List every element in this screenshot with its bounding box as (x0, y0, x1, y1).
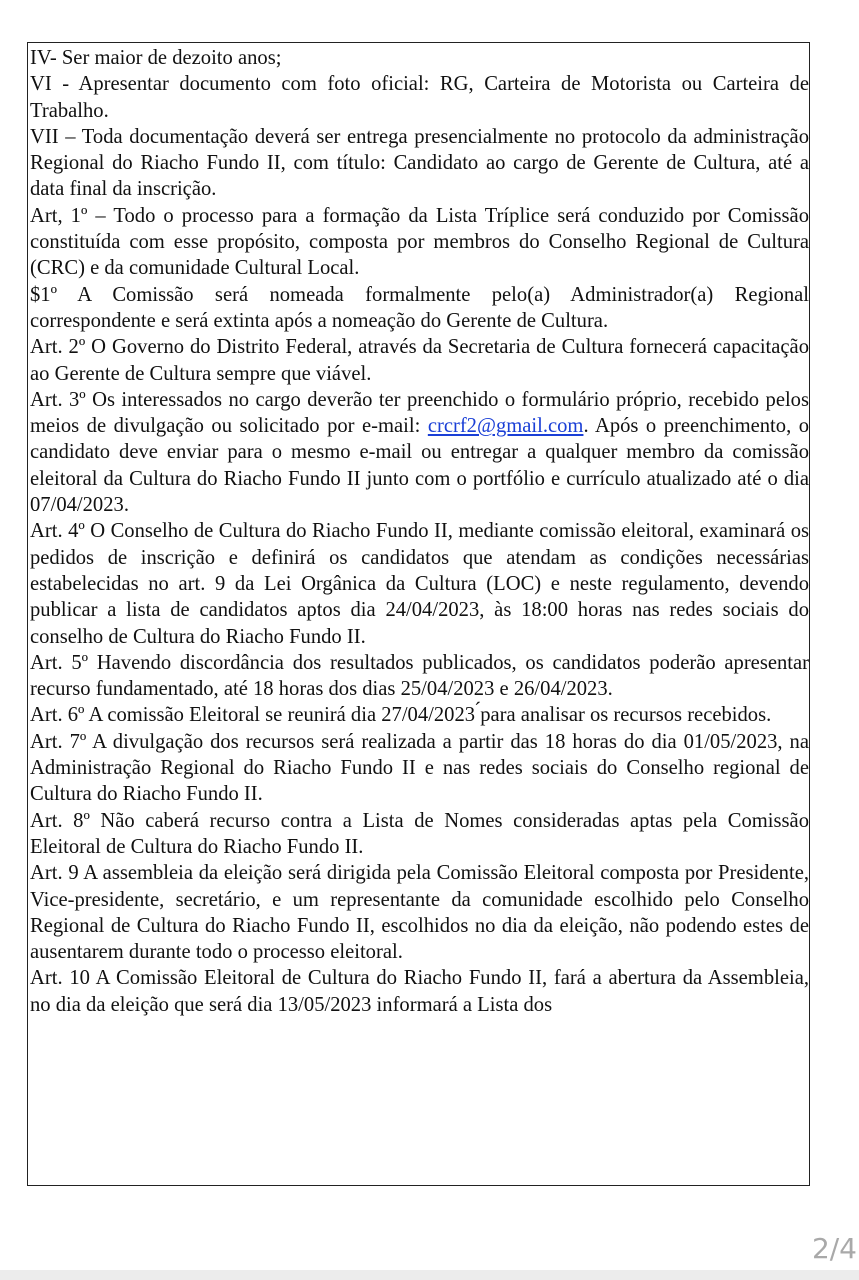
paragraph-art-2: Art. 2º O Governo do Distrito Federal, através da Secretaria de Cultura fornecerá capacitação ao Gerente de Cultura sempre que viável. (30, 336, 809, 385)
paragraph-art-6: Art. 6º A comissão Eleitoral se reunirá dia 27/04/2023 ́para analisar os recursos recebidos. (30, 704, 772, 727)
paragraph-vii: VII – Toda documentação deverá ser entrega presencialmente no protocolo da administração Regional do Riacho Fundo II, com título: Candidato ao cargo de Gerente de Cultura, até a data final da inscrição. (30, 125, 809, 201)
paragraph-section-1: $1º A Comissão será nomeada formalmente pelo(a) Administrador(a) Regional correspondente e será extinta após a nomeação do Gerente de Cultura. (30, 283, 809, 332)
email-link[interactable]: crcrf2@gmail.com (427, 415, 584, 438)
paragraph-art-8: Art. 8º Não caberá recurso contra a Lista de Nomes consideradas aptas pela Comissão Eleitoral de Cultura do Riacho Fundo II. (30, 809, 809, 858)
paragraph-iv: IV- Ser maior de dezoito anos; (30, 47, 282, 69)
art-3-text-start: Art. 3º Os interessados no cargo deverão ter preenchido o formulário próprio, recebido pelos meios de divulgação ou solicitado por e-mail: (30, 388, 809, 438)
paragraph-art-7: Art. 7º A divulgação dos recursos será realizada a partir das 18 horas do dia 01/05/2023, na Administração Regional do Riacho Fundo II e nas redes sociais do Conselho regional de Cultura do Riacho Fundo II. (30, 730, 809, 806)
bottom-divider (0, 1270, 859, 1280)
art-3-text-end: . Após o preenchimento, o candidato deve enviar para o mesmo e-mail ou entregar a qualquer membro da comissão eleitoral da Cultura do Riacho Fundo II junto com o portfólio e currículo atualizado até o dia 07/04/2023. (30, 415, 809, 517)
paragraph-art-3 (28, 387, 809, 518)
paragraph-art-1: Art, 1º – Todo o processo para a formação da Lista Tríplice será conduzido por Comissão constituída com esse propósito, composta por membros do Conselho Regional de Cultura (CRC) e da comunidade Cultural Local. (30, 204, 809, 280)
document-page-content (27, 42, 810, 1186)
paragraph-art-5: Art. 5º Havendo discordância dos resultados publicados, os candidatos poderão apresentar recurso fundamentado, até 18 horas dos dias 25/04/2023 e 26/04/2023. (30, 651, 809, 701)
paragraph-art-4: Art. 4º O Conselho de Cultura do Riacho Fundo II, mediante comissão eleitoral, examinará os pedidos de inscrição e definirá os candidatos que atendam as condições necessárias estabelecidas no art. 9 da Lei Orgânica da Cultura (LOC) e neste regulamento, devendo publicar a lista de candidatos aptos dia 24/04/2023, às 18:00 horas nas redes sociais do conselho de Cultura do Riacho Fundo II. (30, 520, 809, 648)
paragraph-vi: VI - Apresentar documento com foto oficial: RG, Carteira de Motorista ou Carteira de Trabalho. (30, 73, 809, 122)
paragraph-art-9: Art. 9 A assembleia da eleição será dirigida pela Comissão Eleitoral composta por Presidente, Vice-presidente, secretário, e um representante da comunidade escolhido pelo Conselho Regional de Cultura do Riacho Fundo II, escolhidos no dia da eleição, não podendo estes de ausentarem durante todo o processo eleitoral. (30, 862, 809, 964)
page-indicator: 2/4 (811, 1232, 857, 1265)
paragraph-art-10: Art. 10 A Comissão Eleitoral de Cultura do Riacho Fundo II, fará a abertura da Assembleia, no dia da eleição que será dia 13/05/2023 informará a Lista dos (30, 967, 809, 1016)
